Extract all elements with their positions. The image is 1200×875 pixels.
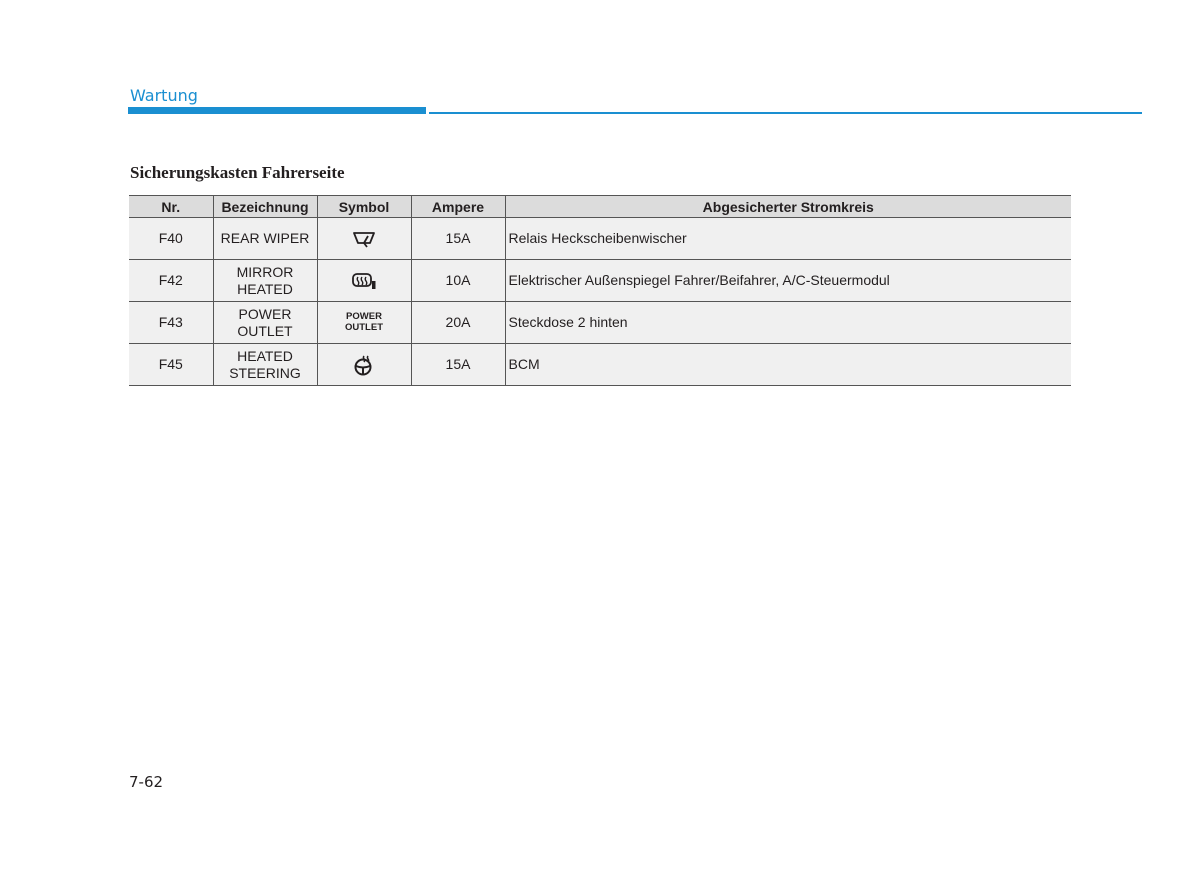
cell-circuit: BCM (505, 344, 1071, 386)
cell-ampere: 15A (411, 344, 505, 386)
cell-name-line2: HEATED (237, 280, 293, 297)
symbol-text (345, 311, 383, 333)
cell-name (213, 344, 317, 386)
header-rule-thick (128, 107, 426, 114)
header-rule-thin (429, 112, 1142, 114)
cell-name-line2: STEERING (229, 364, 301, 381)
table-row (129, 260, 1071, 302)
cell-nr: F43 (129, 302, 213, 344)
table-header-row (129, 196, 1071, 218)
cell-ampere: 20A (411, 302, 505, 344)
cell-nr: F45 (129, 344, 213, 386)
cell-circuit: Relais Heckscheibenwischer (505, 218, 1071, 260)
cell-name-line1: HEATED (237, 347, 293, 364)
cell-ampere: 10A (411, 260, 505, 302)
cell-name (213, 260, 317, 302)
cell-name-line1: MIRROR (236, 263, 294, 280)
table-row (129, 218, 1071, 260)
table-row (129, 344, 1071, 386)
cell-symbol (317, 302, 411, 344)
cell-name (213, 302, 317, 344)
cell-symbol (317, 260, 411, 302)
column-header-symbol: Symbol (317, 196, 411, 218)
section-title: Wartung (130, 86, 198, 105)
heated-mirror-icon (350, 271, 378, 291)
column-header-bezeichnung: Bezeichnung (213, 196, 317, 218)
symbol-text-line1: POWER (346, 311, 382, 322)
cell-nr: F42 (129, 260, 213, 302)
cell-name: REAR WIPER (213, 218, 317, 260)
heated-steering-icon (352, 354, 376, 376)
cell-ampere: 15A (411, 218, 505, 260)
column-header-nr: Nr. (129, 196, 213, 218)
cell-name-line1: POWER (238, 305, 292, 322)
column-header-stromkreis: Abgesicherter Stromkreis (505, 196, 1071, 218)
page-number: 7-62 (129, 773, 164, 791)
symbol-text-line2: OUTLET (345, 322, 383, 333)
page-heading: Sicherungskasten Fahrerseite (130, 163, 345, 182)
cell-nr: F40 (129, 218, 213, 260)
column-header-ampere: Ampere (411, 196, 505, 218)
cell-symbol (317, 218, 411, 260)
cell-name-line2: OUTLET (237, 322, 293, 339)
cell-circuit: Steckdose 2 hinten (505, 302, 1071, 344)
cell-symbol (317, 344, 411, 386)
cell-circuit: Elektrischer Außenspiegel Fahrer/Beifahrer, A/C-Steuermodul (505, 260, 1071, 302)
fuse-table (129, 195, 1071, 386)
rear-wiper-icon (351, 229, 377, 249)
table-row (129, 302, 1071, 344)
